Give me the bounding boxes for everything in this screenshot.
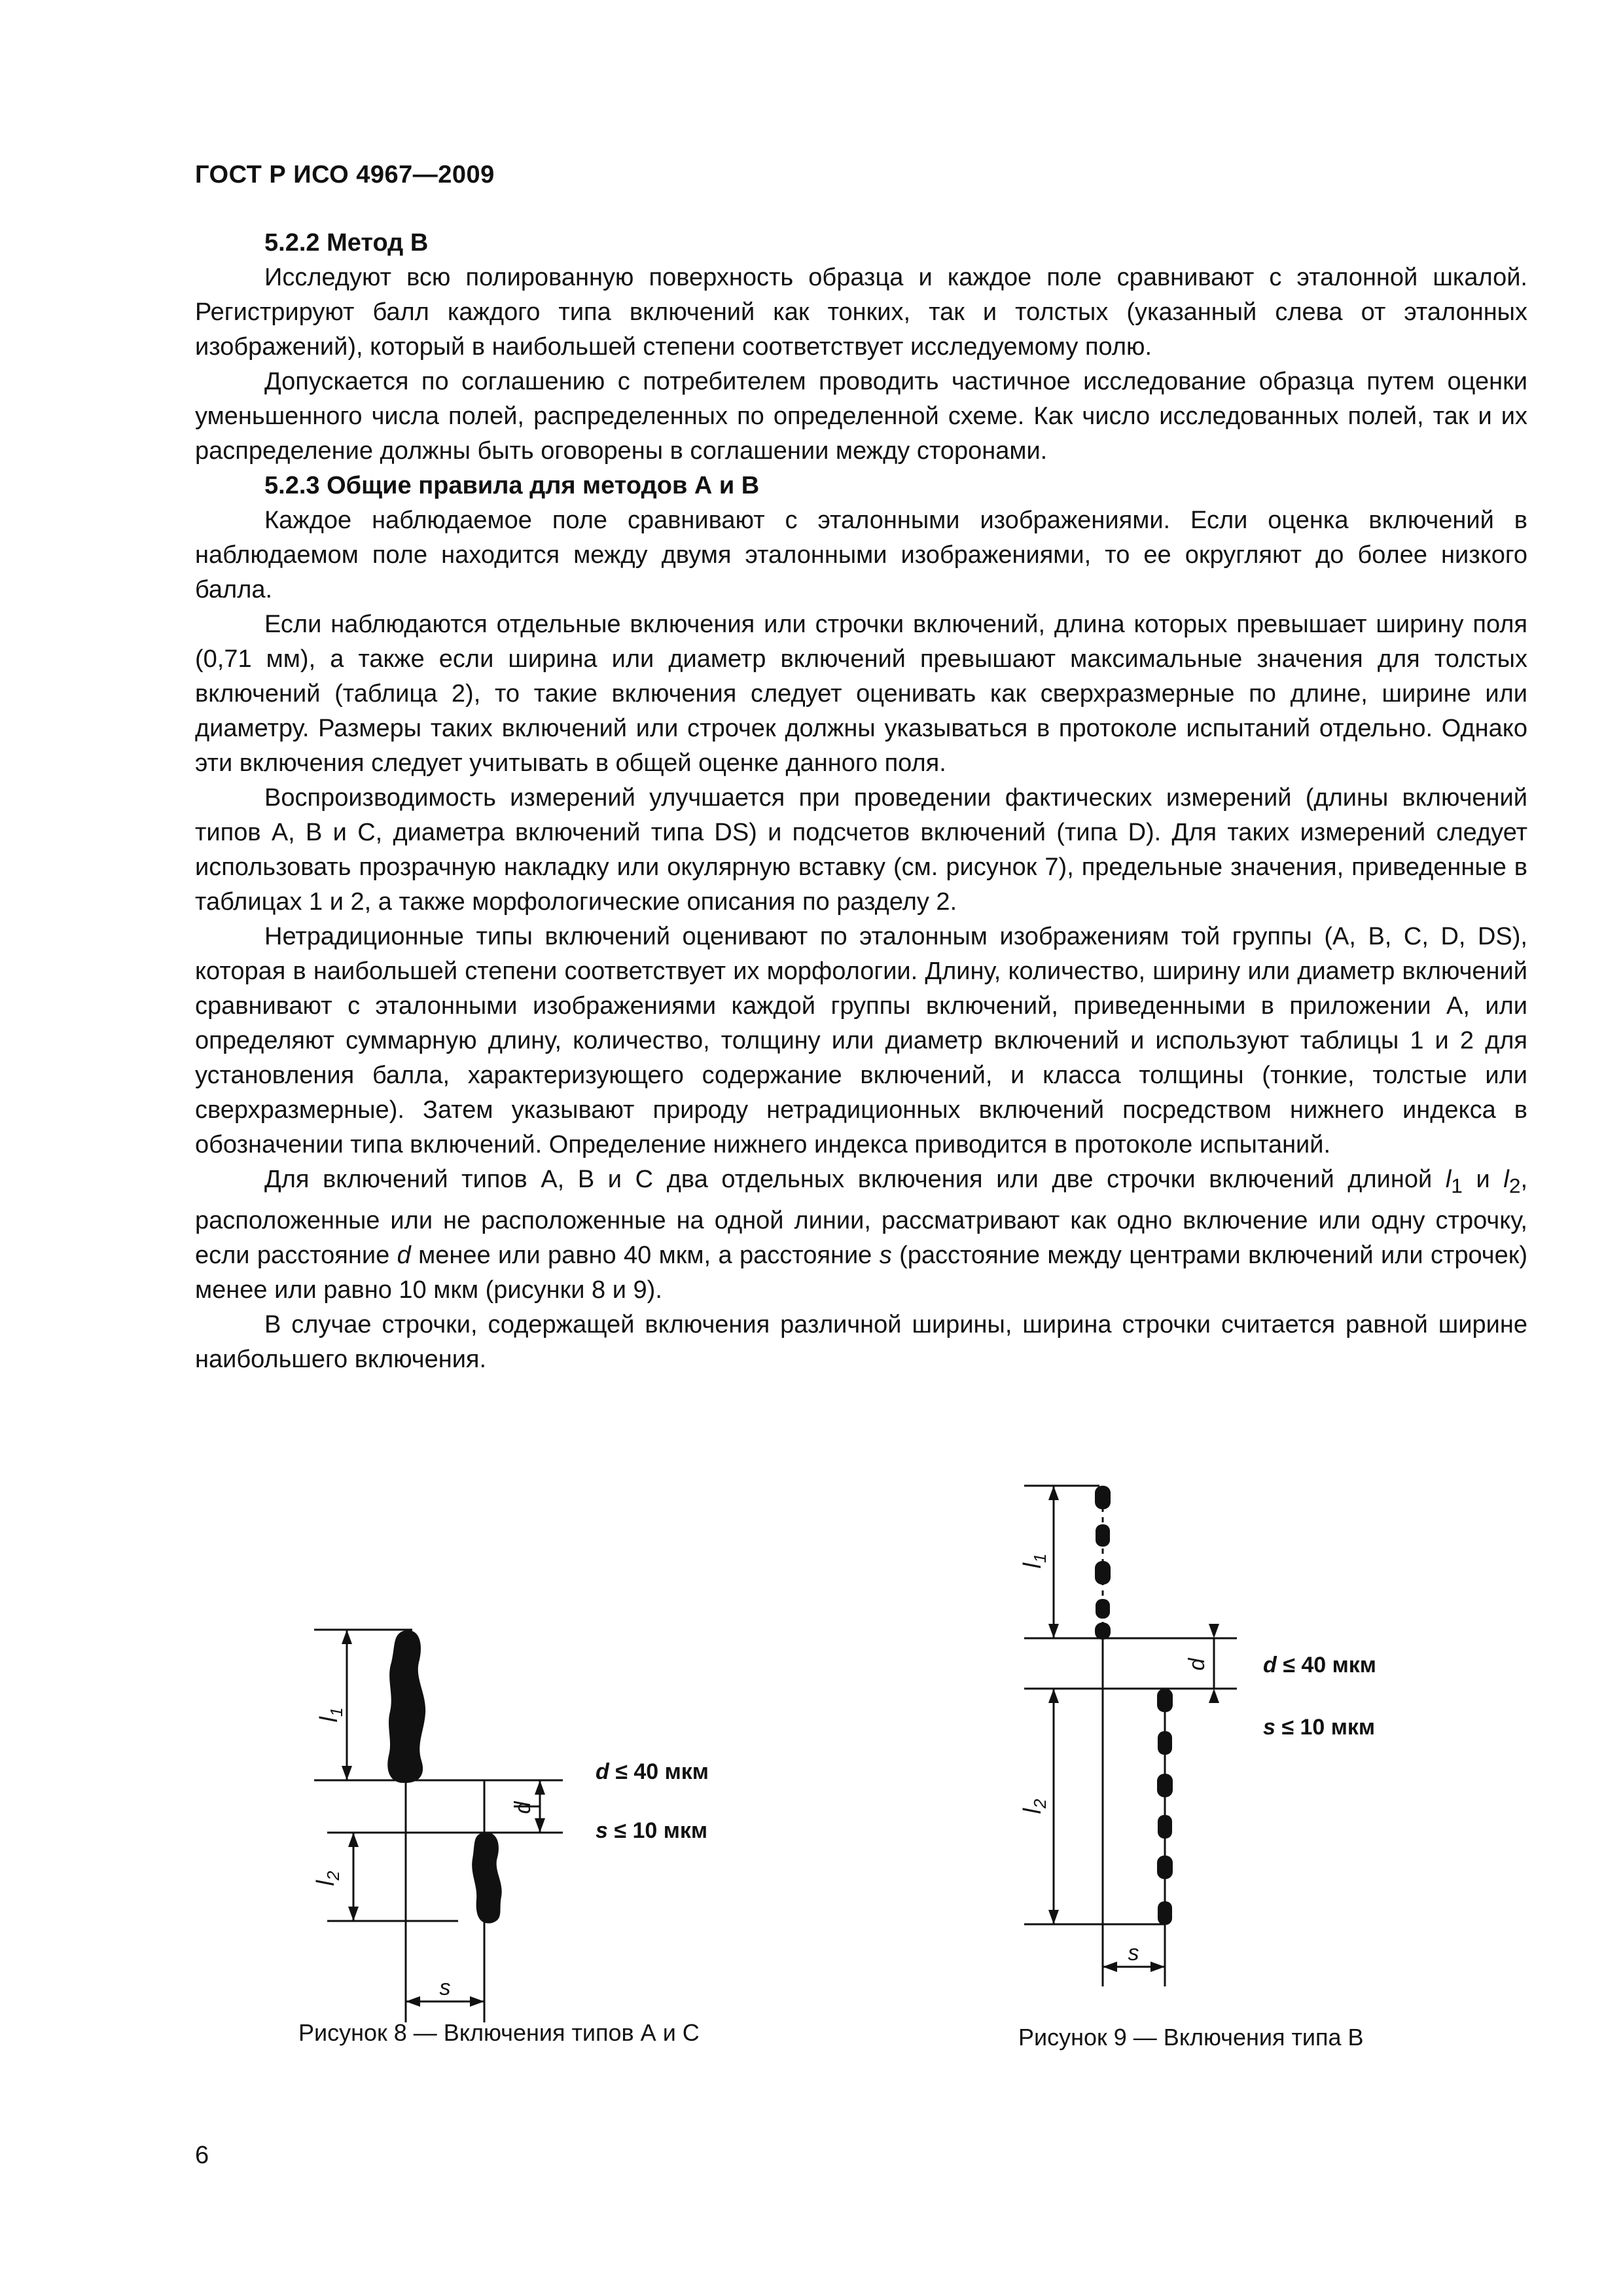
inclusion-stringer-1 [1095,1486,1111,1640]
figure-8-diagram [288,1617,785,2036]
paragraph-distance-rule: Для включений типов А, В и С два отдельных включения или две строчки включений длиной $l_1$ и $l_2$, расположенные или не расположенные на одной линии, рассматривают как одно включение или одну строчку, если расстояние d менее или равно 40 мкм, а расстояние s (расстояние между центрами включений или строчек) менее или равно 10 мкм (рисунки 8 и 9). [195,1166,1528,1304]
label-l2: $l_2$ [312,1871,343,1886]
figure-9 [988,1456,1446,2000]
inclusion-blob [472,1832,501,1923]
label-d: d [510,1801,535,1814]
page-number: 6 [195,2142,209,2169]
figure-9-caption: Рисунок 9 — Включения типа В [1018,2024,1364,2051]
condition-s: s ≤ 10 мкм [1263,1715,1376,1740]
figure-9-diagram [988,1456,1446,2000]
paragraph: Воспроизводимость измерений улучшается при проведении фактических измерений (длины включений типов А, В и С, диаметра включений типа DS) и подсчетов включений (типа D). Для таких измерений следует использовать прозрачную накладку или окулярную вставку (см. рисунок 7), предельные значения, приведенные в таблицах 1 и 2, а также морфологические описания по разделу 2. [195,784,1527,916]
section-heading-5-2-2: 5.2.2 Метод В [264,229,429,257]
paragraph: Исследуют всю полированную поверхность образца и каждое поле сравнивают с эталонной шкалой. Регистрируют балл каждого типа включений как тонких, так и толстых (указанный слева от эталонных изображений), который в наибольшей степени соответствует исследуемому полю. [195,264,1527,361]
label-s: s [439,1975,451,2000]
condition-s: s ≤ 10 мкм [596,1818,708,1843]
paragraph: Если наблюдаются отдельные включения или строчки включений, длина которых превышает ширину поля (0,71 мм), а также если ширина или диаметр включений превышают максимальные значения для толстых включений (таблица 2), то такие включения следует оценивать как сверхразмерные по длине, ширине или диаметру. Размеры таких включений или строчек должны указываться в протоколе испытаний отдельно. Однако эти включения следует учитывать в общей оценке данного поля. [195,611,1527,777]
label-l1: $l_1$ [1019,1553,1050,1569]
label-d: d [1185,1658,1209,1671]
section-heading-5-2-3: 5.2.3 Общие правила для методов А и В [264,472,760,499]
paragraph: Каждое наблюдаемое поле сравнивают с эталонными изображениями. Если оценка включений в наблюдаемом поле находится между двумя эталонными изображениями, то ее округляют до более низкого балла. [195,507,1527,603]
figure-8-caption: Рисунок 8 — Включения типов А и С [298,2019,700,2046]
label-l1: $l_1$ [315,1707,346,1723]
condition-d: d ≤ 40 мкм [596,1759,709,1784]
document-header: ГОСТ Р ИСО 4967—2009 [195,161,495,188]
figure-8 [288,1617,785,2036]
paragraph: В случае строчки, содержащей включения различной ширины, ширина строчки считается равной ширине наибольшего включения. [195,1310,1527,1373]
label-l2: $l_2$ [1019,1799,1050,1814]
paragraph: Допускается по соглашению с потребителем проводить частичное исследование образца путем оценки уменьшенного числа полей, распределенных по определенной схеме. Как число исследованных полей, так и их распределение должны быть оговорены в соглашении между сторонами. [195,368,1527,465]
label-s: s [1128,1941,1139,1965]
condition-d: d ≤ 40 мкм [1263,1653,1376,1677]
inclusion-blob [387,1630,425,1783]
body-text [195,226,1527,1377]
paragraph: Нетрадиционные типы включений оценивают по эталонным изображениям той группы (А, В, С, D, DS), которая в наибольшей степени соответствует их морфологии. Длину, количество, ширину или диаметр включений сравнивают с эталонными изображениями каждой группы включений, приведенными в приложении А, или определяют суммарную длину, количество, толщину или диаметр включений и используют таблицы 1 и 2 для установления балла, характеризующего содержание включений, и класса толщины (тонкие, толстые или сверхразмерные). Затем указывают природу нетрадиционных включений посредством нижнего индекса в обозначении типа включений. Определение нижнего индекса приводится в протоколе испытаний. [195,923,1527,1158]
